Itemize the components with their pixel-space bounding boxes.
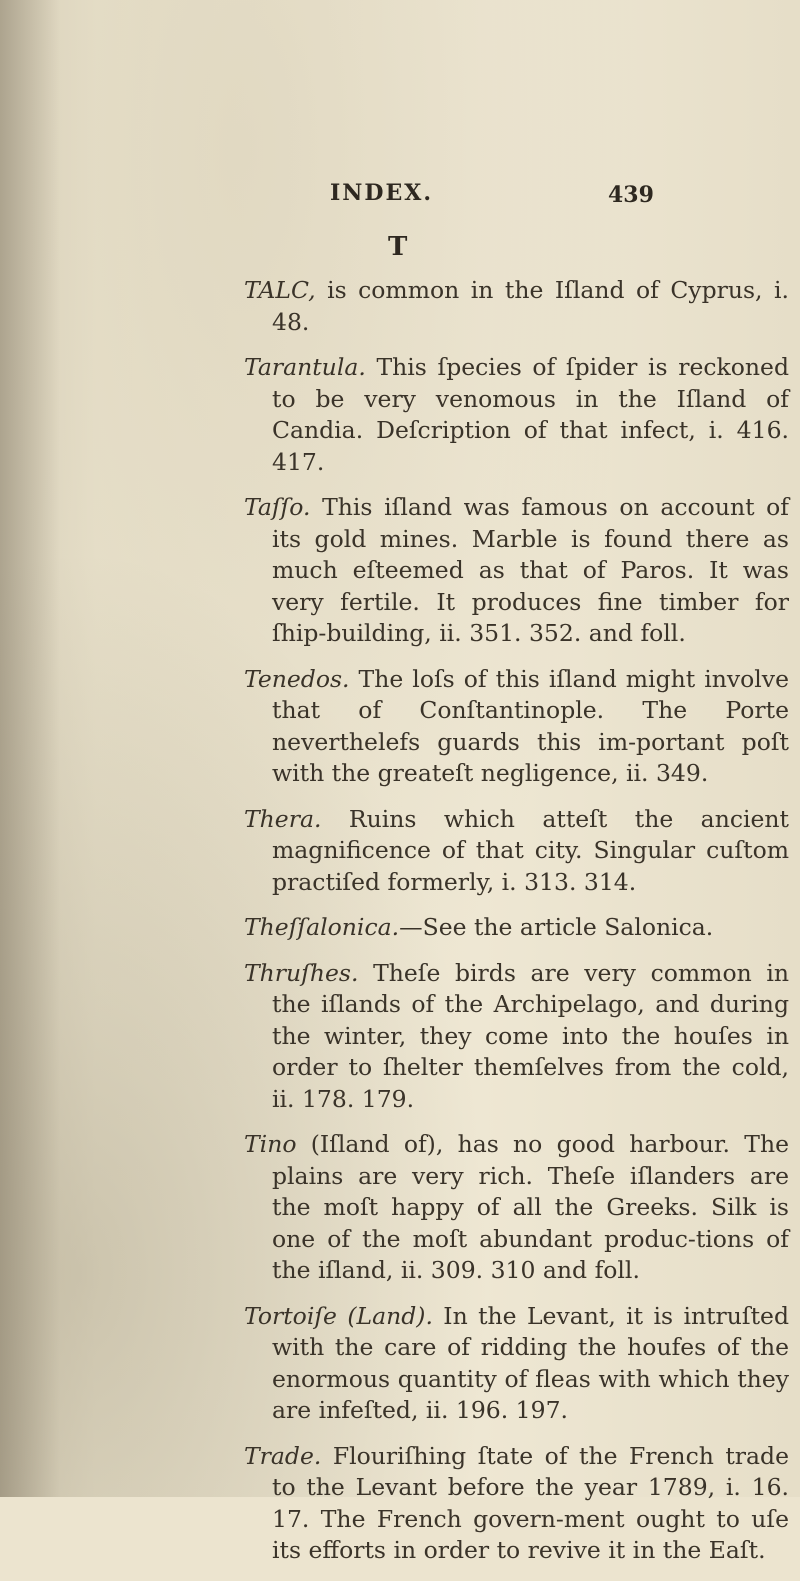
entry-text: is common in the Iſland of Cyprus, i. 48.	[272, 276, 789, 336]
entry-headword: Tino	[244, 1130, 297, 1158]
index-entry-tino	[244, 1129, 789, 1287]
entry-text: This ſpecies of ſpider is reckoned to be very venomous in the Iſland of Candia. Deſcription of that infect, i. 416. 417.	[272, 353, 789, 476]
entry-headword: Taſſo.	[244, 493, 311, 521]
index-entry-thessalonica	[244, 912, 789, 944]
entry-headword: Trade.	[244, 1441, 322, 1470]
index-entries	[244, 275, 789, 1581]
index-entry-tortoise	[244, 1301, 789, 1427]
entry-headword: Theſſalonica.	[244, 913, 400, 941]
entry-text: (Iſland of), has no good harbour. The plains are very rich. Theſe iſlanders are the moſt happy of all the Greeks. Silk is one of the moſt abundant produc-tions of the iſland, ii. 309. 310 and foll.	[272, 1130, 789, 1284]
entry-headword: Thruſhes.	[244, 958, 359, 987]
page-number: 439	[608, 182, 654, 208]
entry-headword: TALC,	[244, 276, 316, 304]
entry-text: —See the article Salonica.	[399, 913, 714, 941]
entry-headword: Tarantula.	[244, 353, 366, 381]
entry-headword: Tenedos.	[244, 664, 350, 693]
entry-text: The loſs of this iſland might involve that of Conſtantinople. The Porte neverthelefs guards this im-portant poſt with the greateſt negligence, ii. 349.	[272, 664, 789, 787]
index-entry-talc	[244, 275, 789, 338]
entry-headword: Tortoiſe (Land).	[244, 1301, 433, 1330]
index-entry-trade	[244, 1441, 789, 1567]
entry-text: Theſe birds are very common in the iſlands of the Archipelago, and during the winter, they come into the houſes in order to ſhelter themſelves from the cold, ii. 178. 179.	[272, 958, 789, 1113]
page-edge-shadow	[0, 0, 60, 1497]
entry-text: Flouriſhing ſtate of the French trade to the Levant before the year 1789, i. 16. 17. The French govern-ment ought to uſe its efforts in order to revive it in the Eaſt.	[272, 1441, 789, 1564]
section-letter: T	[388, 232, 408, 262]
entry-text: This iſland was famous on account of its gold mines. Marble is found there as much eſteemed as that of Paros. It was very fertile. It produces fine timber for ſhip-building, ii. 351. 352. and foll.	[272, 493, 789, 647]
index-entry-thera	[244, 804, 789, 899]
entry-headword: Thera.	[244, 804, 322, 833]
entry-text: In the Levant, it is intruſted with the care of ridding the houfes of the enormous quantity of fleas with which they are infeſted, ii. 196. 197.	[272, 1301, 789, 1424]
index-entry-tenedos	[244, 664, 789, 790]
entry-text: Ruins which atteſt the ancient magnificence of that city. Singular cuſtom practiſed formerly, i. 313. 314.	[272, 804, 789, 896]
index-entry-thrushes	[244, 958, 789, 1116]
index-entry-tasso	[244, 492, 789, 650]
running-head: INDEX.	[330, 180, 433, 206]
index-entry-tarantula	[244, 352, 789, 478]
